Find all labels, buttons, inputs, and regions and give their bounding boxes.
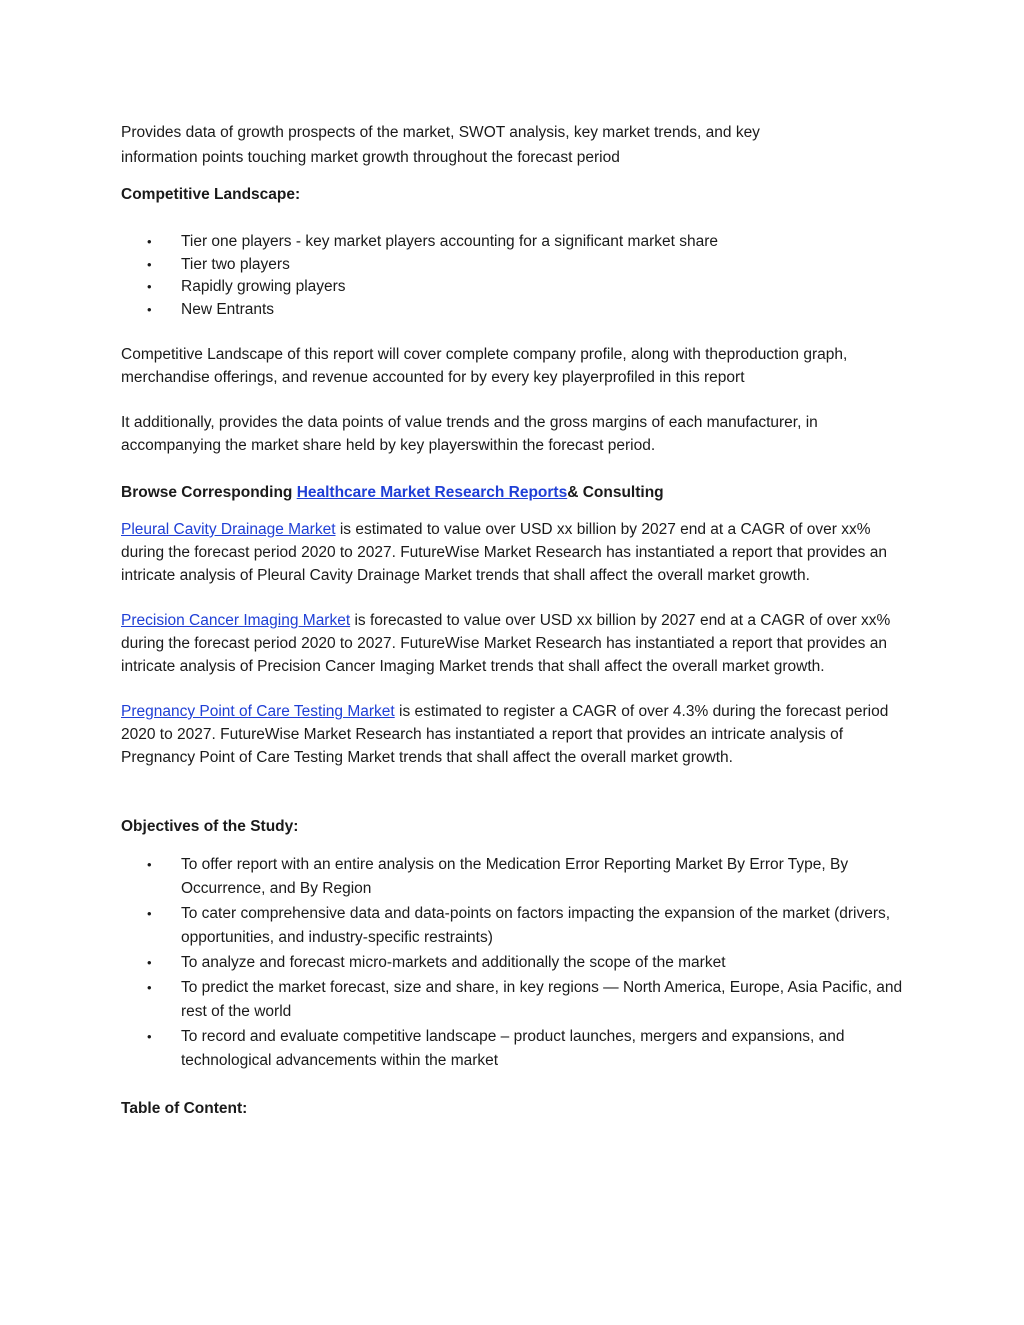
list-item: • Tier two players <box>121 254 911 277</box>
list-item: • To analyze and forecast micro-markets and additionally the scope of the market <box>121 951 911 975</box>
objectives-heading: Objectives of the Study: <box>121 818 299 835</box>
intro-line-1: Provides data of growth prospects of the market, SWOT analysis, key market trends, and key <box>121 124 760 141</box>
bullet-icon: • <box>147 279 152 294</box>
competitive-paragraph-1: Competitive Landscape of this report will cover complete company profile, along with theproduction graph, merchandise offerings, and revenue accounted for by every key playerprofiled in this report <box>121 346 848 386</box>
list-item: • Tier one players - key market players accounting for a significant market share <box>121 231 911 254</box>
pregnancy-poc-testing-link[interactable]: Pregnancy Point of Care Testing Market <box>121 703 395 720</box>
report-paragraph-precision: Precision Cancer Imaging Market is forecasted to value over USD xx billion by 2027 end at a CAGR of over xx% during the forecast period 2020 to 2027. FutureWise Market Research has instantiated a report that provides an intricate analysis of Precision Cancer Imaging Market trends that shall affect the overall market growth. <box>121 612 891 675</box>
intro-paragraph <box>121 121 911 169</box>
precision-cancer-imaging-link[interactable]: Precision Cancer Imaging Market <box>121 612 351 629</box>
report-paragraph-pregnancy: Pregnancy Point of Care Testing Market is estimated to register a CAGR of over 4.3% during the forecast period 2020 to 2027. FutureWise Market Research has instantiated a report that provides an intricate analysis of Pregnancy Point of Care Testing Market trends that shall affect the overall market growth. <box>121 703 889 766</box>
list-item: • New Entrants <box>121 299 911 322</box>
bullet-icon: • <box>147 980 152 995</box>
document-page <box>121 121 911 1120</box>
bullet-icon: • <box>147 955 152 970</box>
list-item: • Rapidly growing players <box>121 276 911 299</box>
bullet-icon: • <box>147 1029 152 1044</box>
competitive-landscape-heading: Competitive Landscape: <box>121 186 301 203</box>
bullet-icon: • <box>147 256 152 272</box>
bullet-icon: • <box>147 857 152 872</box>
browse-prefix: Browse Corresponding <box>121 484 297 501</box>
report-paragraph-pleural: Pleural Cavity Drainage Market is estimated to value over USD xx billion by 2027 end at a CAGR of over xx% during the forecast period 2020 to 2027. FutureWise Market Research has instantiated a report that provides an intricate analysis of Pleural Cavity Drainage Market trends that shall affect the overall market growth. <box>121 521 887 584</box>
intro-line-2: information points touching market growth throughout the forecast period <box>121 149 620 166</box>
list-item: • To cater comprehensive data and data-points on factors impacting the expansion of the market (drivers, opportunities, and industry-specific restraints) <box>121 902 911 950</box>
competitive-list <box>121 231 911 321</box>
table-of-content-heading: Table of Content: <box>121 1100 248 1117</box>
browse-suffix: & Consulting <box>567 484 664 501</box>
browse-heading <box>121 481 911 504</box>
bullet-icon: • <box>147 906 152 921</box>
list-item: • To offer report with an entire analysis on the Medication Error Reporting Market By Error Type, By Occurrence, and By Region <box>121 853 911 901</box>
competitive-paragraph-2: It additionally, provides the data points of value trends and the gross margins of each manufacturer, in accompanying the market share held by key playerswithin the forecast period. <box>121 414 818 454</box>
list-item: • To predict the market forecast, size and share, in key regions — North America, Europe, Asia Pacific, and rest of the world <box>121 976 911 1024</box>
healthcare-reports-link[interactable]: Healthcare Market Research Reports <box>296 484 568 501</box>
list-item: • To record and evaluate competitive landscape – product launches, mergers and expansions, and technological advancements within the market <box>121 1025 911 1073</box>
bullet-icon: • <box>147 234 152 249</box>
objectives-list <box>121 853 911 1073</box>
bullet-icon: • <box>147 301 152 317</box>
pleural-cavity-drainage-link[interactable]: Pleural Cavity Drainage Market <box>121 521 336 538</box>
